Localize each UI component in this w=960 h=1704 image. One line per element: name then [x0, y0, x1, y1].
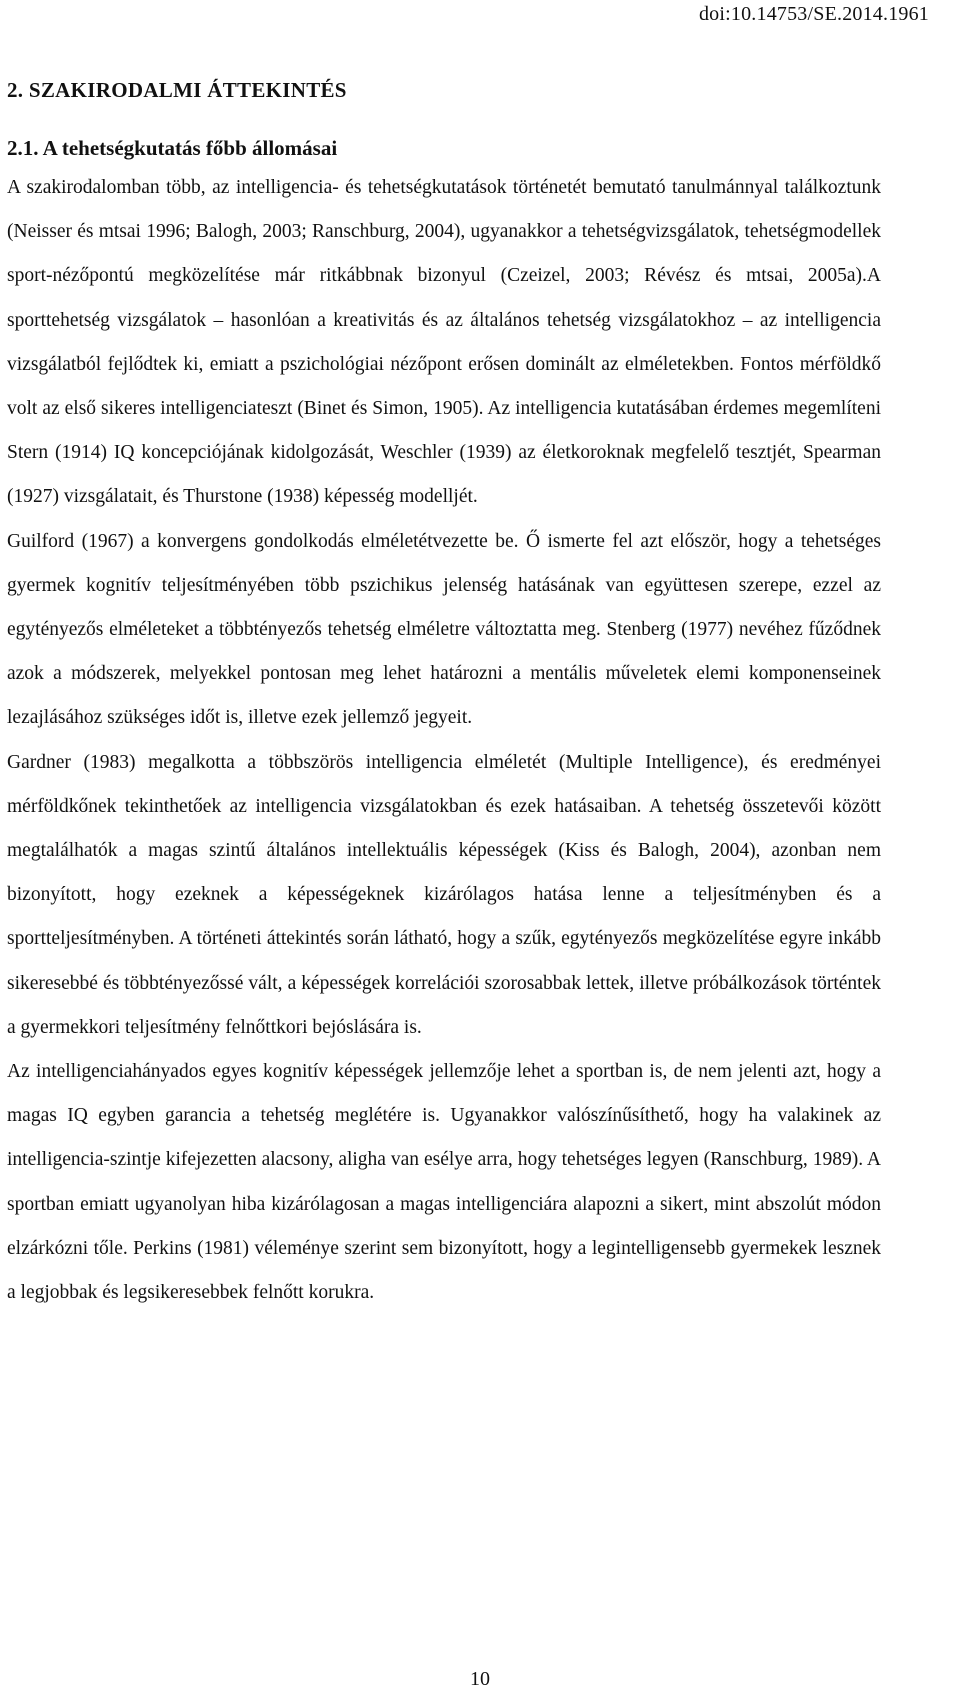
paragraph: Guilford (1967) a konvergens gondolkodás elméletétvezette be. Ő ismerte fel azt először, hogy a tehetséges gyermek kognitív teljesítményében több pszichikus jelenség hatásának van együttesen szerepe, ezzel az egytényezős elméleteket a többtényezős tehetség elméletre változtatta meg. Stenberg (1977) nevéhez fűződnek azok a módszerek, melyekkel pontosan meg lehet határozni a mentális műveletek elemi komponenseinek lezajlásához szükséges időt is, illetve ezek jellemző jegyeit. [7, 530, 881, 729]
paragraph: Gardner (1983) megalkotta a többszörös intelligencia elméletét (Multiple Intelligence), és eredményei mérföldkőnek tekinthetőek az intelligencia vizsgálatokban és ezek hatásaiban. A tehetség összetevői között megtalálhatók a magas szintű általános intellektuális képességek (Kiss és Balogh, 2004), azonban nem bizonyított, hogy ezeknek a képességeknek kizárólagos hatása lenne a teljesítményben és a sportteljesítményben. A történeti áttekintés során látható, hogy a szűk, egytényezős megközelítése egyre inkább sikeresebbé és többtényezőssé vált, a képességek korrelációi szorosabbak lettek, illetve próbálkozások történtek a gyermekkori teljesítmény felnőttkori bejóslására is. [7, 751, 881, 1038]
paragraph: A szakirodalomban több, az intelligencia- és tehetségkutatások történetét bemutató tanulmánnyal találkoztunk (Neisser és mtsai 1996; Balogh, 2003; Ranschburg, 2004), ugyanakkor a tehetségvizsgálatok, tehetségmodellek sport-nézőpontú megközelítése már ritkábbnak bizonyul (Czeizel, 2003; Révész és mtsai, 2005a).A sporttehetség vizsgálatok – hasonlóan a kreativitás és az általános tehetség vizsgálatokhoz – az intelligencia vizsgálatból fejlődtek ki, emiatt a pszichológiai nézőpont erősen dominált az elméletekben. Fontos mérföldkő volt az első sikeres intelligenciateszt (Binet és Simon, 1905). Az intelligencia kutatásában érdemes megemlíteni Stern (1914) IQ koncepciójának kidolgozását, Weschler (1939) az életkoroknak megfelelő tesztjét, Spearman (1927) vizsgálatait, és Thurstone (1938) képesség modelljét. [7, 177, 881, 508]
section-title: 2.1. A tehetségkutatás főbb állomásai [7, 136, 338, 160]
body-text [7, 166, 881, 1315]
doi-header: doi:10.14753/SE.2014.1961 [698, 3, 929, 25]
paragraph: Az intelligenciahányados egyes kognitív képességek jellemzője lehet a sportban is, de nem jelenti azt, hogy a magas IQ egyben garancia a tehetség meglétére is. Ugyanakkor valószínűsíthető, hogy ha valakinek az intelligencia-szintje kifejezetten alacsony, aligha van esélye arra, hogy tehetséges legyen (Ranschburg, 1989). A sportban emiatt ugyanolyan hiba kizárólagosan a magas intelligenciára alapozni a sikert, mint abszolút módon elzárkózni tőle. Perkins (1981) véleménye szerint sem bizonyított, hogy a legintelligensebb gyermekek lesznek a legjobbak és legsikeresebbek felnőtt korukra. [7, 1061, 881, 1304]
page-number: 10 [470, 1668, 490, 1690]
chapter-title: 2. SZAKIRODALMI ÁTTEKINTÉS [7, 78, 347, 102]
